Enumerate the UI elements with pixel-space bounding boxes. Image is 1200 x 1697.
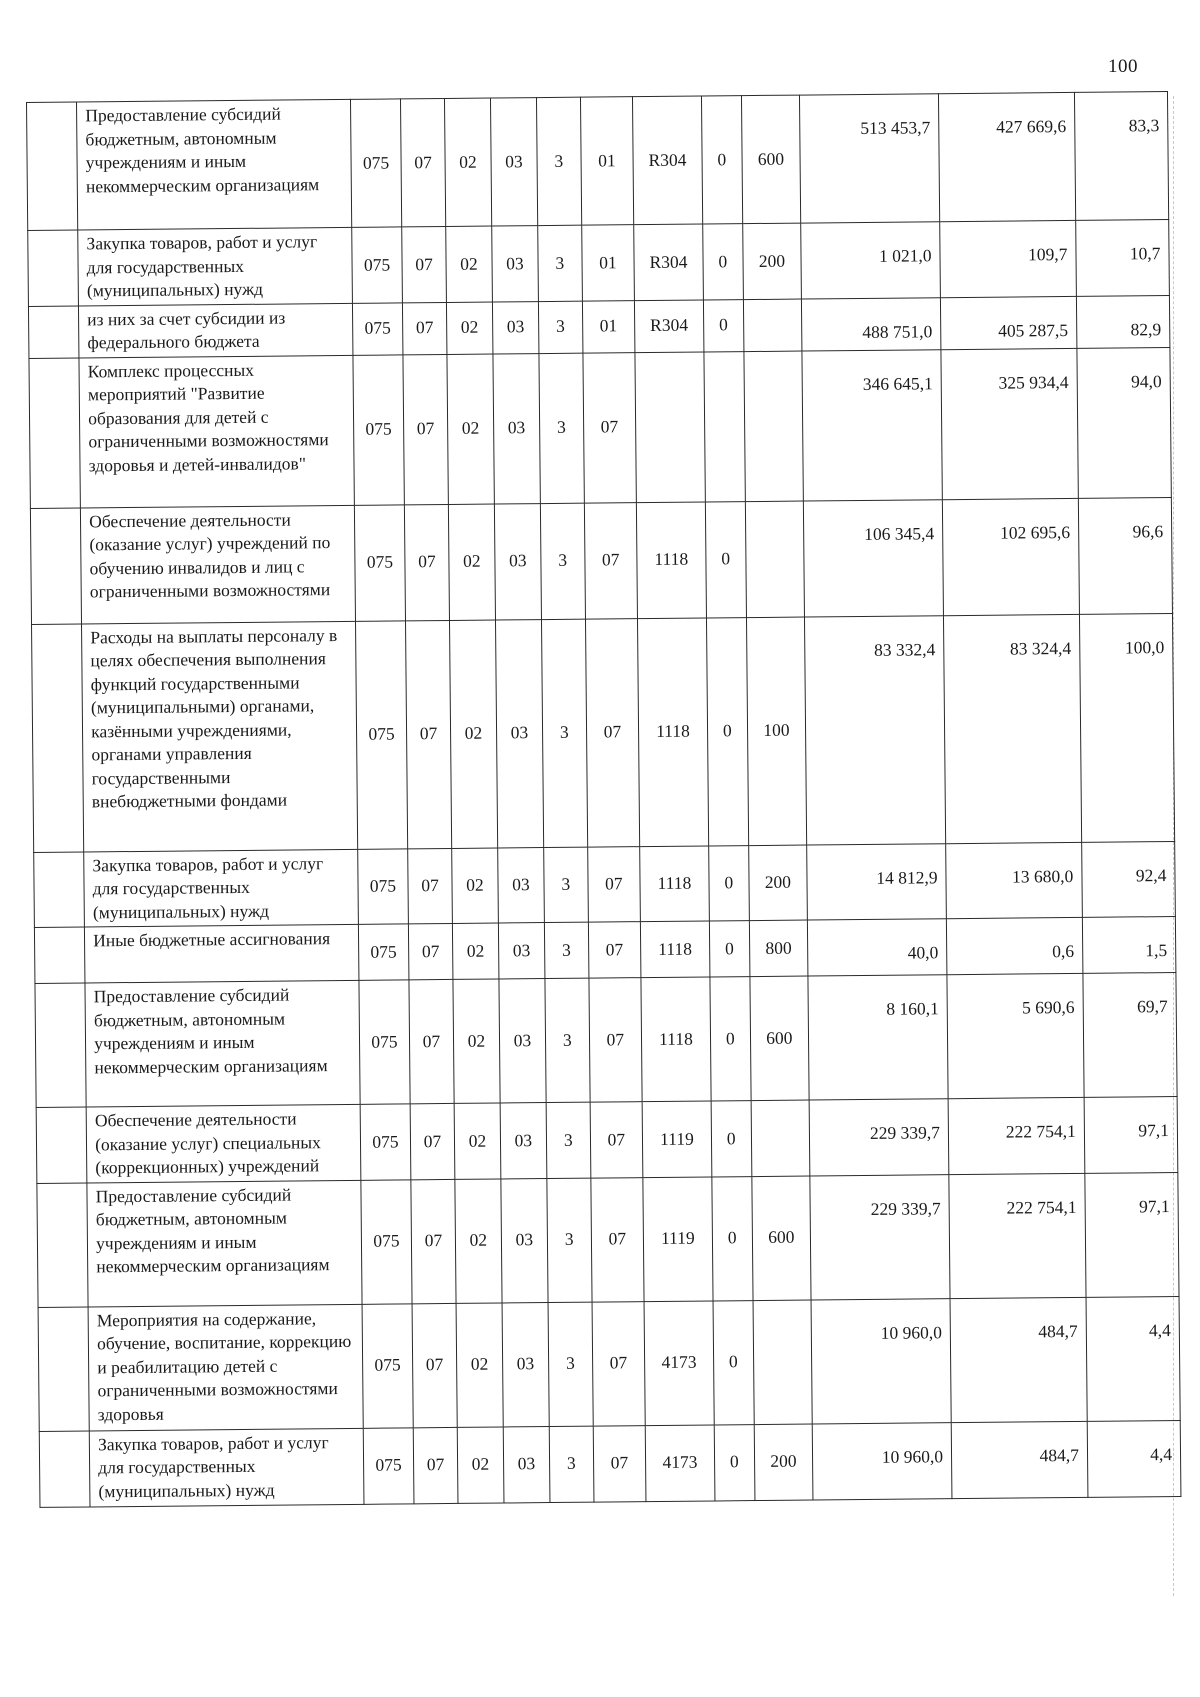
expense-type-code-cell (751, 1100, 810, 1176)
program-code-cell: 03 (498, 923, 545, 979)
program-code-cell: 03 (500, 1103, 547, 1179)
row-index-cell (35, 983, 86, 1107)
actual-amount-cell: 325 934,4 (941, 348, 1078, 499)
subsection-code-cell: 02 (446, 302, 492, 354)
expense-type-code-cell: 600 (751, 1176, 811, 1301)
table-row (35, 973, 1177, 1108)
subsection-code-cell: 02 (449, 620, 497, 848)
row-index-cell (34, 927, 85, 983)
row-index-cell (34, 851, 85, 927)
expense-name-cell: Предоставление субсидий бюджетным, автономным учреждениям и иным некоммерческим организациям (77, 99, 352, 230)
expense-type-code-cell: 600 (741, 95, 801, 224)
planned-amount-cell: 229 339,7 (809, 1099, 949, 1176)
expense-name-cell: Комплекс процессных мероприятий "Развитие образования для детей с ограниченными возможностями здоровья и детей-инвалидов" (79, 355, 354, 508)
planned-amount-cell: 1 021,0 (801, 222, 941, 299)
sub-direction-code-cell: 0 (714, 1424, 754, 1500)
planned-amount-cell: 513 453,7 (800, 94, 940, 223)
table-row (28, 220, 1170, 306)
execution-percent-cell: 96,6 (1078, 497, 1172, 614)
row-index-cell (32, 623, 84, 851)
actual-amount-cell: 102 695,6 (942, 498, 1079, 615)
execution-percent-cell: 92,4 (1082, 841, 1176, 917)
direction-code-cell: 1118 (640, 845, 710, 921)
direction-code-cell: R304 (634, 224, 704, 300)
table-row (34, 841, 1176, 927)
expense-name-cell: Мероприятия на содержание, обучение, воспитание, коррекцию и реабилитацию детей с ограниченными возможностями здоровья (88, 1304, 363, 1431)
ministry-code-cell: 075 (359, 980, 410, 1104)
program-code-cell: 03 (501, 1178, 548, 1302)
expense-name-cell: Обеспечение деятельности (оказание услуг) учреждений по обучению инвалидов и лиц с ограниченными возможностями (81, 505, 356, 624)
expense-name-cell: Предоставление субсидий бюджетным, автономным учреждениям и иным некоммерческим организациям (87, 1180, 362, 1307)
program-type-cell: 3 (544, 847, 589, 923)
planned-amount-cell: 488 751,0 (802, 297, 941, 350)
expense-type-code-cell (745, 501, 805, 618)
program-code-cell: 03 (502, 1302, 549, 1426)
section-code-cell: 07 (408, 923, 452, 979)
program-type-cell: 3 (538, 301, 582, 353)
section-code-cell: 07 (409, 979, 454, 1103)
planned-amount-cell: 10 960,0 (812, 1422, 952, 1499)
ministry-code-cell: 075 (361, 1179, 412, 1303)
ministry-code-cell: 075 (354, 504, 405, 620)
table-row (39, 1420, 1181, 1507)
execution-percent-cell: 4,4 (1086, 1296, 1180, 1421)
expense-type-code-cell: 100 (746, 617, 807, 846)
direction-code-cell: 1118 (636, 501, 706, 618)
complex-code-cell: 07 (592, 1301, 645, 1425)
subsection-code-cell: 02 (456, 1302, 503, 1426)
ministry-code-cell: 075 (358, 848, 409, 924)
ministry-code-cell: 075 (363, 1427, 414, 1503)
section-code-cell: 07 (402, 226, 447, 302)
expense-type-code-cell: 600 (750, 976, 810, 1101)
table-row (36, 1096, 1178, 1182)
table-row (38, 1296, 1180, 1431)
actual-amount-cell: 13 680,0 (946, 842, 1083, 919)
sub-direction-code-cell (704, 351, 745, 501)
direction-code-cell: 4173 (645, 1424, 715, 1501)
complex-code-cell: 01 (581, 225, 634, 301)
expense-name-cell: Обеспечение деятельности (оказание услуг) специальных (коррекционных) учреждений (86, 1104, 360, 1182)
row-index-cell (28, 306, 79, 358)
section-code-cell: 07 (402, 302, 446, 354)
sub-direction-code-cell: 0 (703, 224, 743, 300)
expense-type-code-cell (743, 299, 802, 352)
expense-name-cell: Иные бюджетные ассигнования (85, 924, 359, 983)
row-index-cell (29, 358, 81, 508)
expense-type-code-cell: 200 (742, 223, 801, 299)
sub-direction-code-cell: 0 (710, 977, 751, 1101)
ministry-code-cell: 075 (362, 1303, 413, 1427)
planned-amount-cell: 40,0 (807, 919, 946, 976)
section-code-cell: 07 (404, 504, 449, 620)
ministry-code-cell: 075 (353, 354, 405, 504)
planned-amount-cell: 106 345,4 (803, 499, 943, 616)
subsection-code-cell: 02 (448, 504, 495, 620)
program-type-cell: 3 (538, 225, 583, 301)
sub-direction-code-cell: 0 (709, 921, 749, 977)
table-row (30, 497, 1172, 624)
complex-code-cell: 07 (584, 502, 637, 618)
expense-name-cell: Закупка товаров, работ и услуг для государственных (муниципальных) нужд (89, 1428, 363, 1507)
program-type-cell: 3 (541, 619, 587, 847)
sub-direction-code-cell: 0 (713, 1300, 754, 1424)
direction-code-cell: 1118 (640, 921, 709, 978)
planned-amount-cell: 14 812,9 (807, 843, 947, 920)
complex-code-cell: 07 (588, 922, 641, 978)
planned-amount-cell: 229 339,7 (810, 1174, 950, 1299)
expense-name-cell: Предоставление субсидий бюджетным, автономным учреждениям и иным некоммерческим организациям (85, 980, 360, 1107)
program-type-cell: 3 (548, 1302, 593, 1426)
execution-percent-cell: 83,3 (1074, 92, 1168, 221)
complex-code-cell: 01 (582, 300, 635, 352)
execution-percent-cell: 82,9 (1076, 295, 1170, 348)
program-code-cell: 03 (490, 98, 537, 226)
table-row (32, 613, 1175, 852)
subsection-code-cell: 02 (444, 98, 491, 226)
page-number: 100 (1108, 56, 1138, 77)
subsection-code-cell: 02 (452, 923, 499, 979)
direction-code-cell: 1119 (643, 1176, 713, 1301)
program-type-cell: 3 (545, 978, 590, 1102)
section-code-cell: 07 (408, 848, 453, 924)
program-type-cell: 3 (549, 1426, 594, 1502)
execution-percent-cell: 100,0 (1079, 613, 1174, 842)
direction-code-cell (635, 352, 705, 503)
actual-amount-cell: 0,6 (946, 917, 1082, 974)
actual-amount-cell: 83 324,4 (944, 614, 1082, 843)
section-code-cell: 07 (413, 1427, 458, 1503)
actual-amount-cell: 405 287,5 (940, 296, 1076, 349)
row-index-cell (27, 102, 78, 230)
program-type-cell: 3 (536, 97, 581, 225)
row-index-cell (30, 507, 81, 623)
complex-code-cell: 07 (590, 1102, 643, 1178)
program-code-cell: 03 (493, 353, 540, 503)
program-type-cell: 3 (547, 1178, 592, 1302)
planned-amount-cell: 8 160,1 (808, 975, 948, 1100)
row-index-cell (37, 1182, 88, 1306)
expense-type-code-cell (753, 1300, 813, 1425)
section-code-cell: 07 (412, 1303, 457, 1427)
execution-percent-cell: 69,7 (1083, 973, 1177, 1098)
direction-code-cell: 4173 (644, 1300, 714, 1425)
complex-code-cell: 07 (591, 1177, 644, 1301)
execution-percent-cell: 97,1 (1084, 1096, 1178, 1172)
planned-amount-cell: 83 332,4 (805, 615, 946, 844)
direction-code-cell: 1119 (642, 1101, 712, 1177)
program-type-cell: 3 (539, 353, 584, 503)
actual-amount-cell: 222 754,1 (948, 1097, 1085, 1174)
direction-code-cell: R304 (632, 96, 702, 225)
subsection-code-cell: 02 (453, 979, 500, 1103)
subsection-code-cell: 02 (447, 354, 494, 504)
expense-type-code-cell: 800 (749, 920, 808, 977)
subsection-code-cell: 02 (457, 1426, 504, 1502)
program-type-cell: 3 (546, 1102, 591, 1178)
ministry-code-cell: 075 (360, 1104, 411, 1180)
ministry-code-cell: 075 (352, 302, 403, 354)
program-type-cell: 3 (544, 922, 588, 978)
subsection-code-cell: 02 (446, 226, 493, 302)
table-row (27, 92, 1169, 231)
sub-direction-code-cell: 0 (709, 845, 749, 921)
section-code-cell: 07 (401, 98, 446, 226)
planned-amount-cell: 10 960,0 (811, 1298, 951, 1423)
complex-code-cell: 07 (593, 1425, 646, 1501)
expense-name-cell: из них за счет субсидии из федерального бюджета (79, 303, 353, 358)
ministry-code-cell: 075 (355, 620, 407, 848)
execution-percent-cell: 10,7 (1076, 220, 1170, 296)
expense-name-cell: Закупка товаров, работ и услуг для государственных (муниципальных) нужд (78, 227, 352, 305)
ministry-code-cell: 075 (358, 924, 409, 980)
section-code-cell: 07 (410, 1103, 455, 1179)
expense-type-code-cell: 200 (748, 845, 807, 921)
row-index-cell (38, 1306, 89, 1430)
execution-percent-cell: 94,0 (1077, 347, 1172, 498)
actual-amount-cell: 427 669,6 (939, 92, 1076, 221)
row-index-cell (28, 230, 79, 306)
table-row (37, 1172, 1179, 1307)
program-code-cell: 03 (503, 1426, 550, 1502)
program-code-cell: 03 (492, 226, 539, 302)
planned-amount-cell: 346 645,1 (802, 349, 942, 500)
expense-type-code-cell: 200 (754, 1424, 813, 1501)
program-code-cell: 03 (499, 979, 546, 1103)
execution-percent-cell: 4,4 (1087, 1420, 1181, 1497)
section-code-cell: 07 (411, 1179, 456, 1303)
actual-amount-cell: 222 754,1 (949, 1173, 1086, 1298)
direction-code-cell: 1118 (641, 977, 711, 1102)
subsection-code-cell: 02 (454, 1103, 501, 1179)
expense-name-cell: Закупка товаров, работ и услуг для государственных (муниципальных) нужд (84, 849, 358, 927)
subsection-code-cell: 02 (452, 848, 499, 924)
budget-execution-table (26, 91, 1181, 1507)
complex-code-cell: 07 (585, 618, 639, 846)
sub-direction-code-cell: 0 (701, 96, 742, 224)
expense-name-cell: Расходы на выплаты персоналу в целях обеспечения выполнения функций государственными (муниципальными) органами, казёнными учреждениями, органами управления государственными внебюджетными фондами (82, 621, 358, 852)
row-index-cell (36, 1107, 87, 1183)
actual-amount-cell: 484,7 (951, 1421, 1088, 1498)
complex-code-cell: 07 (589, 978, 642, 1102)
row-index-cell (39, 1430, 90, 1506)
program-type-cell: 3 (540, 503, 585, 619)
actual-amount-cell: 109,7 (940, 220, 1077, 297)
sub-direction-code-cell: 0 (712, 1176, 753, 1300)
ministry-code-cell: 075 (352, 227, 403, 303)
execution-percent-cell: 97,1 (1085, 1172, 1179, 1297)
actual-amount-cell: 5 690,6 (947, 973, 1084, 1098)
ministry-code-cell: 075 (350, 99, 401, 227)
sub-direction-code-cell: 0 (706, 617, 748, 845)
complex-code-cell: 07 (583, 352, 637, 502)
program-code-cell: 03 (498, 847, 545, 923)
complex-code-cell: 01 (580, 97, 633, 225)
program-code-cell: 03 (492, 301, 538, 353)
sub-direction-code-cell: 0 (705, 501, 746, 617)
section-code-cell: 07 (403, 354, 448, 504)
execution-percent-cell: 1,5 (1082, 917, 1176, 974)
section-code-cell: 07 (406, 620, 452, 848)
direction-code-cell: R304 (634, 300, 703, 353)
subsection-code-cell: 02 (455, 1178, 502, 1302)
program-code-cell: 03 (495, 619, 543, 847)
program-code-cell: 03 (494, 503, 541, 619)
sub-direction-code-cell: 0 (703, 299, 743, 351)
direction-code-cell: 1118 (637, 617, 708, 846)
sub-direction-code-cell: 0 (711, 1101, 751, 1177)
complex-code-cell: 07 (587, 846, 640, 922)
expense-type-code-cell (744, 351, 804, 502)
actual-amount-cell: 484,7 (950, 1297, 1087, 1422)
table-row (29, 347, 1171, 508)
